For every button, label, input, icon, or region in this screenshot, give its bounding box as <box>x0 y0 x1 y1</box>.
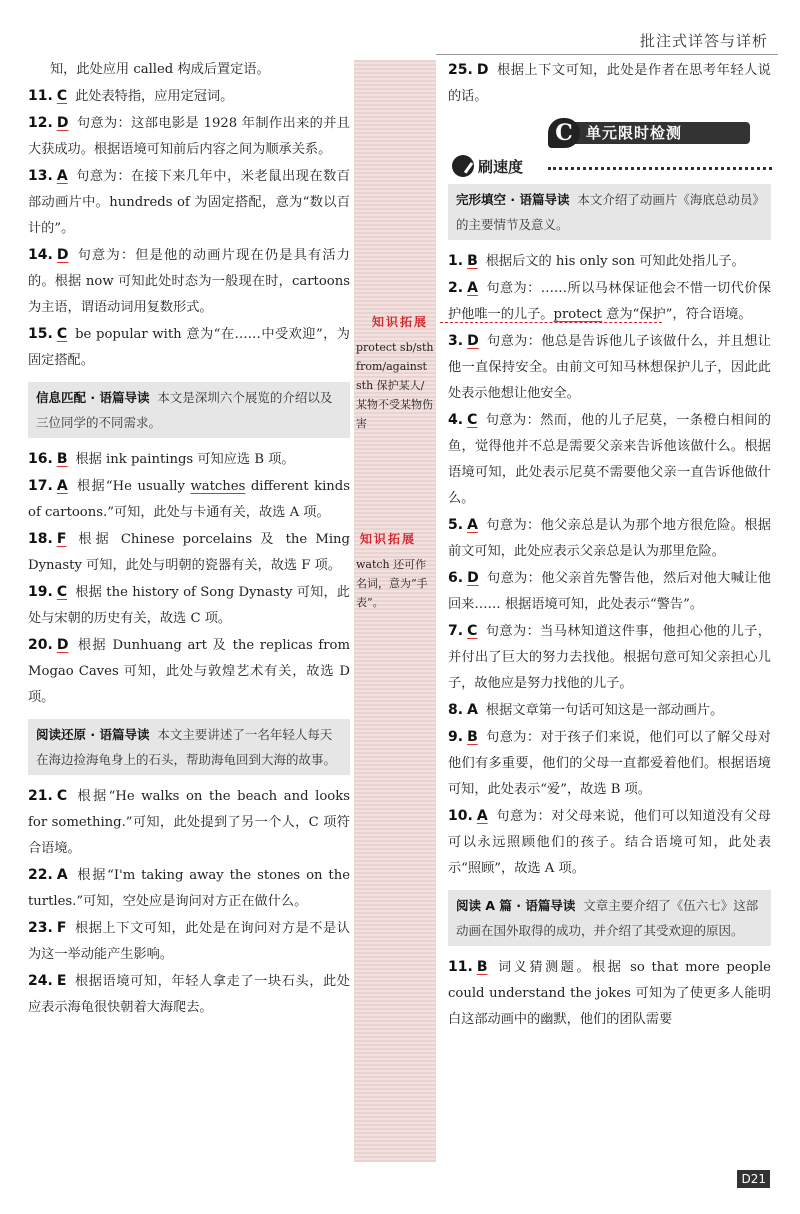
continued-text: 知，此处应用 called 构成后置定语。 <box>50 62 270 77</box>
answer-item: 23. F 根据上下文可知，此处是在询问对方是不是认为这一举动能产生影响。 <box>28 920 350 962</box>
answer-item: 22. A 根据“I'm taking away the stones on the turtles.”可知，空处应是询问对方正在做什么。 <box>28 867 350 909</box>
knowledge-tip-text-2: watch 还可作名词，意为“手表”。 <box>356 558 428 609</box>
answer-item: 1. B 根据后文的 his only son 可知此处指儿子。 <box>448 253 745 269</box>
answer-item: 8. A 根据文章第一句话可知这是一部动画片。 <box>448 702 724 718</box>
answer-item: 3. D 句意为：他总是告诉他儿子该做什么，并且想让他一直保持安全。由前文可知马林想保护儿子，因此此处表示他想让他安全。 <box>448 333 771 401</box>
answer-item: 14. D 句意为：但是他的动画片现在仍是具有活力的。根据 now 可知此处时态为一般现在时，cartoons 为主语，谓语动词用复数形式。 <box>28 247 350 315</box>
pencil-icon <box>452 155 474 177</box>
knowledge-tip-text-1: protect sb/sth from/against sth 保护某人/某物不受某物伤害 <box>356 341 434 430</box>
answer-item: 18. F 根据 Chinese porcelains 及 the Ming Dynasty 可知，此处与明朝的瓷器有关，故选 F 项。 <box>28 531 350 573</box>
answer-item: 12. D 句意为：这部电影是 1928 年制作出来的并且大获成功。根据语境可知前后内容之间为顺承关系。 <box>28 115 350 157</box>
answer-item: 20. D 根据 Dunhuang art 及 the replicas from Mogao Caves 可知，此处与敦煌艺术有关，故选 D 项。 <box>28 637 350 705</box>
answer-item: 4. C 句意为：然而，他的儿子尼莫，一条橙白相间的鱼，觉得他并不总是需要父亲来告诉他该做什么。根据语境可知，此处表示尼莫不需要他父亲一直告诉他做什么。 <box>448 412 771 506</box>
section-title <box>548 118 744 148</box>
answer-item: 9. B 句意为：对于孩子们来说，他们可以了解父母对他们有多重要，他们的父母一直都爱着他们。根据语境可知，此处表示“爱”，故选 B 项。 <box>448 729 771 797</box>
answer-item: 11. B 词义猜测题。根据 so that more people could understand the jokes 可知为了使更多人能明白这部动画中的幽默，他们的团队需要 <box>448 959 771 1027</box>
passage-intro: 信息匹配 · 语篇导读 本文是深圳六个展览的介绍以及三位同学的不同需求。 <box>28 382 350 438</box>
answer-item: 25. D 根据上下文可知，此处是作者在思考年轻人说的话。 <box>448 62 771 104</box>
section-badge: C <box>548 118 580 148</box>
answer-item: 19. C 根据 the history of Song Dynasty 可知，此处与宋朝的历史有关，故选 C 项。 <box>28 584 350 626</box>
knowledge-tip-label-1: 知识拓展 <box>372 315 429 329</box>
answer-item: 7. C 句意为：当马林知道这件事，他担心他的儿子，并付出了巨大的努力去找他。根据句意可知父亲担心儿子，故他应是努力找他的儿子。 <box>448 623 771 691</box>
header-divider <box>436 54 778 55</box>
speed-heading <box>452 155 772 179</box>
dotted-rule <box>548 167 772 170</box>
answer-item: 17. A 根据“He usually watches different kinds of cartoons.”可知，此处与卡通有关，故选 A 项。 <box>28 478 351 520</box>
answer-item: 15. C be popular with 意为“在……中受欢迎”，为固定搭配。 <box>28 326 350 368</box>
answer-item: 11. C 此处表特指，应用定冠词。 <box>28 88 234 104</box>
answer-item: 2. A 句意为：……所以马林保证他会不惜一切代价保护他唯一的儿子。protect 意为“保护”，符合语境。 <box>448 280 771 322</box>
page-header: 批注式详答与详析 <box>639 32 768 50</box>
answer-item: 10. A 句意为：对父母来说，他们可以知道没有父母可以永远照顾他们的孩子。结合语境可知，此处表示“照顾”，故选 A 项。 <box>448 808 771 876</box>
passage-intro: 完形填空 · 语篇导读 本文介绍了动画片《海底总动员》的主要情节及意义。 <box>448 184 771 240</box>
page-number: D21 <box>737 1170 770 1188</box>
answer-item: 21. C 根据“He walks on the beach and looks for something.”可知，此处提到了另一个人，C 项符合语境。 <box>28 788 350 856</box>
section-title-text: 单元限时检测 <box>570 122 750 144</box>
answer-item: 13. A 句意为：在接下来几年中，米老鼠出现在数百部动画片中。hundreds of 为固定搭配，意为“数以百计的”。 <box>28 168 350 236</box>
knowledge-tip-label-2: 知识拓展 <box>360 532 417 546</box>
right-column <box>448 184 771 1033</box>
answer-item: 6. D 句意为：他父亲首先警告他，然后对他大喊让他回来…… 根据语境可知，此处表示“警告”。 <box>448 570 771 612</box>
right-column-top <box>448 57 771 110</box>
speed-label: 刷速度 <box>478 158 524 176</box>
answer-item: 24. E 根据语境可知，年轻人拿走了一块石头，此处应表示海龟很快朝着大海爬去。 <box>28 973 350 1015</box>
passage-intro: 阅读 A 篇 · 语篇导读 文章主要介绍了《伍六七》这部动画在国外取得的成功，并介绍了其受欢迎的原因。 <box>448 890 771 946</box>
passage-intro: 阅读还原 · 语篇导读 本文主要讲述了一名年轻人每天在海边捡海龟身上的石头，帮助海龟回到大海的故事。 <box>28 719 350 775</box>
left-column <box>28 57 350 1021</box>
answer-item: 5. A 句意为：他父亲总是认为那个地方很危险。根据前文可知，此处应表示父亲总是认为那里危险。 <box>448 517 771 559</box>
answer-item: 16. B 根据 ink paintings 可知应选 B 项。 <box>28 451 295 467</box>
